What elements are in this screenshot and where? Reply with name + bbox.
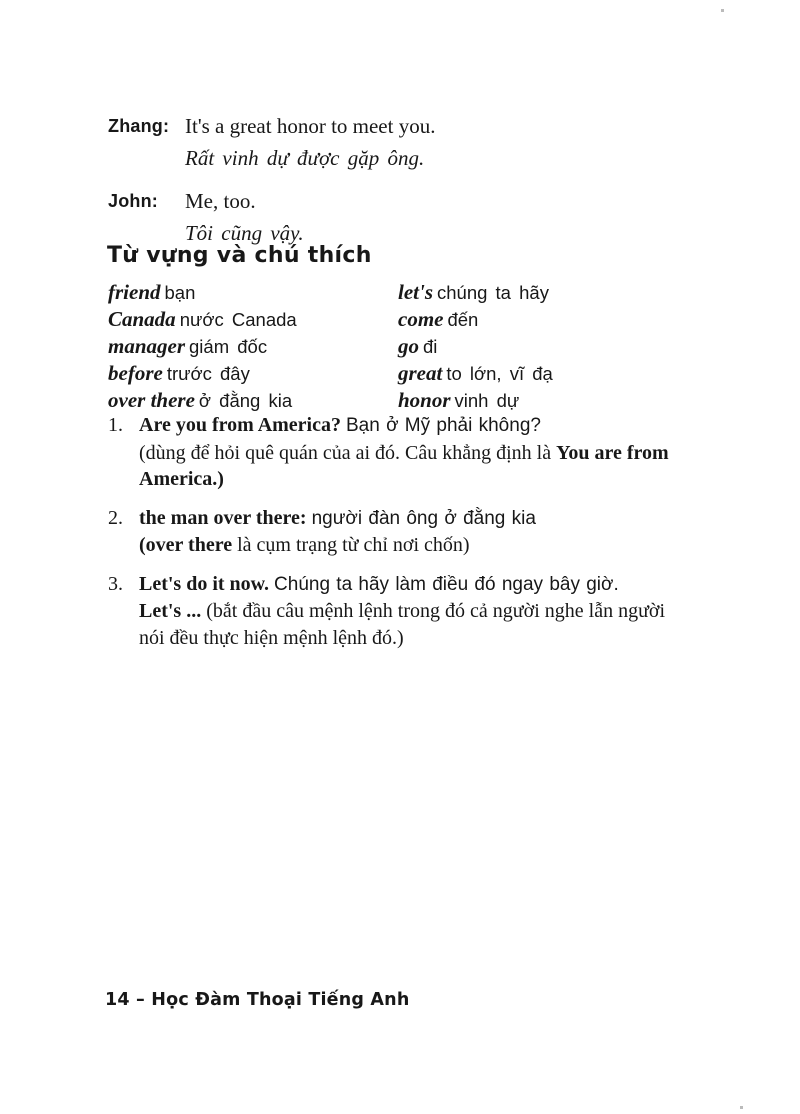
vocab-entry [398, 306, 708, 333]
vocab-entry [398, 279, 708, 306]
note-paragraph [139, 532, 683, 559]
speaker-label: Zhang: [108, 116, 170, 136]
vocab-meaning: chúng ta hãy [437, 282, 549, 303]
vocab-meaning: to lớn, vĩ đạ [446, 363, 553, 384]
text-segment: the man over there: [139, 506, 312, 529]
vocabulary-list [108, 279, 708, 414]
note-body [139, 412, 683, 493]
dialogue-vietnamese-line: Rất vinh dự được gặp ông. [185, 146, 425, 170]
note-paragraph [139, 571, 683, 599]
vocab-entry [108, 333, 398, 360]
note-paragraph [139, 440, 683, 493]
dialogue-english-line: It's a great honor to meet you. [185, 114, 436, 138]
text-segment: You are from America.) [139, 441, 669, 490]
vocab-meaning: đến [447, 309, 479, 330]
vocab-meaning: trước đây [166, 363, 250, 384]
vocabulary-column-left [108, 279, 398, 414]
dialogue-section [108, 110, 708, 260]
note-paragraph [139, 412, 683, 440]
vocab-term: come [398, 307, 444, 331]
vocab-meaning: vinh dự [454, 390, 520, 411]
page-footer: 14 – Học Đàm Thoại Tiếng Anh [105, 990, 410, 1010]
vocab-entry [398, 387, 708, 414]
vocabulary-heading: Từ vựng và chú thích [107, 243, 372, 268]
note-paragraph [139, 598, 683, 651]
dialogue-row [108, 185, 708, 249]
text-segment: Bạn ở Mỹ phải không? [345, 415, 541, 436]
vocab-meaning: giám đốc [189, 336, 268, 357]
note-number: 1. [108, 414, 123, 436]
note-number: 3. [108, 572, 123, 595]
vocab-meaning: nước Canada [179, 309, 297, 330]
text-segment: (bắt đầu câu mệnh lệnh trong đó cả người nghe lẫn người nói đều thực hiện mệnh lệnh đó.) [139, 600, 666, 649]
note-item [108, 571, 683, 652]
text-segment: Let's ... [139, 600, 202, 622]
vocab-meaning: ở đằng kia [198, 390, 293, 411]
text-segment: người đàn ông ở đằng kia [311, 507, 536, 529]
dialogue-lines [185, 110, 708, 174]
vocab-entry [108, 387, 398, 414]
vocab-term: Canada [108, 307, 176, 331]
vocab-term: honor [398, 388, 451, 412]
text-segment: Are you from America? [139, 414, 346, 436]
vocab-entry [398, 360, 708, 387]
notes-section [108, 412, 683, 663]
vocab-term: let's [398, 280, 433, 304]
vocab-meaning: bạn [164, 282, 196, 303]
dialogue-english-line: Me, too. [185, 189, 256, 213]
note-item [108, 505, 683, 559]
text-segment: là cụm trạng từ chỉ nơi chốn) [232, 534, 470, 556]
vocab-term: before [108, 361, 163, 385]
speaker-label: John: [108, 191, 158, 211]
note-item [108, 412, 683, 493]
scan-speck [740, 1106, 743, 1109]
dialogue-row [108, 110, 708, 174]
vocab-entry [108, 360, 398, 387]
vocab-entry [108, 306, 398, 333]
dialogue-vietnamese-line: Tôi cũng vậy. [185, 221, 304, 245]
vocab-term: friend [108, 280, 161, 304]
note-number: 2. [108, 506, 123, 529]
dialogue-lines [185, 185, 708, 249]
text-segment: (over there [139, 534, 233, 556]
scan-speck [721, 9, 724, 12]
vocabulary-column-right [398, 279, 708, 414]
note-body [139, 505, 683, 559]
text-segment: Chúng ta hãy làm điều đó ngay bây giờ. [274, 573, 619, 595]
vocab-term: go [398, 334, 419, 358]
vocab-term: over there [108, 388, 195, 412]
note-body [139, 571, 683, 652]
vocab-entry [108, 279, 398, 306]
text-segment: (dùng để hỏi quê quán của ai đó. Câu khẳng định là [139, 441, 557, 464]
vocab-meaning: đi [423, 336, 438, 357]
vocab-term: great [398, 361, 443, 385]
text-segment: Let's do it now. [139, 572, 275, 595]
vocab-entry [398, 333, 708, 360]
note-paragraph [139, 505, 683, 533]
vocab-term: manager [108, 334, 186, 358]
